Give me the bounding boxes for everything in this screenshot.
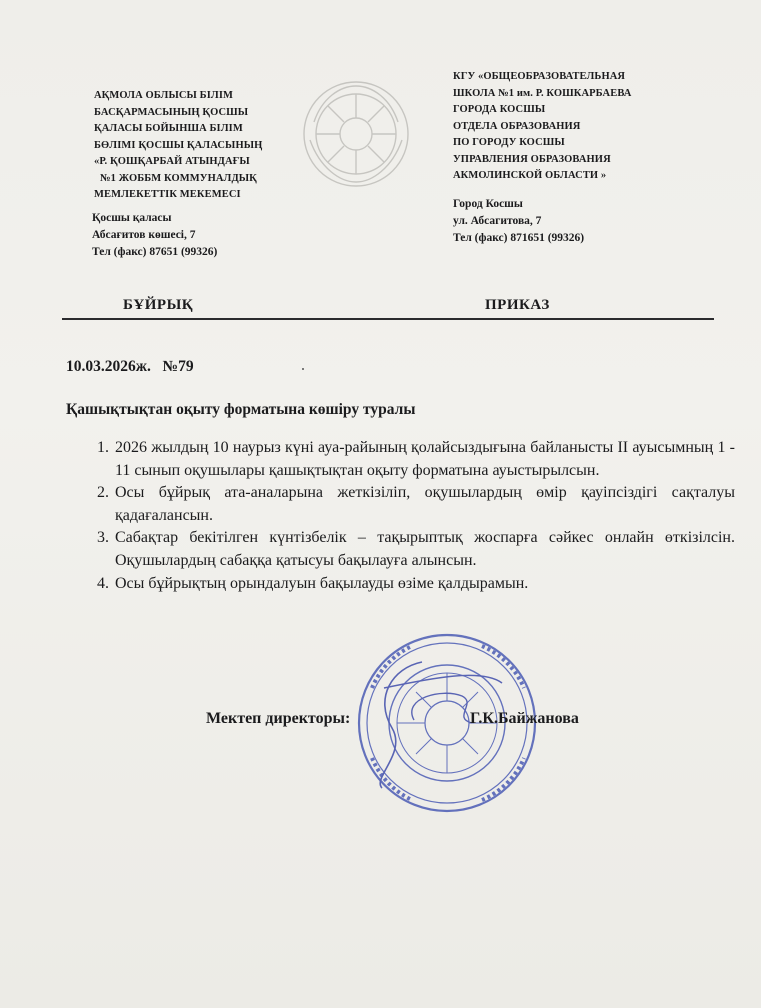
list-item: 2. Осы бұйрық ата-аналарына жеткізіліп, оқушылардың өмір қауіпсіздігі сақталуы қадағалансын. bbox=[113, 482, 735, 527]
header-right-line: ПО ГОРОДУ КОСШЫ bbox=[453, 137, 565, 148]
signer-position: Мектеп директоры: bbox=[206, 710, 351, 727]
address-line: ул. Абсагитова, 7 bbox=[453, 215, 542, 227]
address-line: Абсағитов көшесі, 7 bbox=[92, 229, 196, 241]
address-line: Қосшы қаласы bbox=[92, 212, 172, 224]
address-line: Тел (факс) 871651 (99326) bbox=[453, 232, 585, 244]
header-right-address bbox=[453, 196, 584, 247]
header-right-line: ШКОЛА №1 им. Р. КОШКАРБАЕВА bbox=[453, 87, 632, 99]
header-left-line: БАСҚАРМАСЫНЫҢ ҚОСШЫ bbox=[94, 106, 249, 118]
header-right-line: ОТДЕЛА ОБРАЗОВАНИЯ bbox=[453, 120, 581, 132]
date-number: 10.03.2026ж. №79 bbox=[66, 358, 194, 375]
state-emblem-icon bbox=[300, 78, 412, 190]
header-divider bbox=[62, 318, 714, 320]
header-left-line: МЕМЛЕКЕТТІК МЕКЕМЕСІ bbox=[94, 189, 241, 200]
header-left-organization bbox=[94, 88, 262, 204]
header-right-line: ГОРОДА КОСШЫ bbox=[453, 104, 546, 115]
ink-dot bbox=[302, 368, 304, 370]
title-kazakh: БҰЙРЫҚ bbox=[123, 297, 194, 313]
title-russian: ПРИКАЗ bbox=[485, 297, 550, 313]
address-line: Тел (факс) 87651 (99326) bbox=[92, 246, 218, 258]
header-right-organization bbox=[453, 69, 631, 185]
header-left-address bbox=[92, 210, 217, 261]
header-left-line: №1 ЖОББМ КОММУНАЛДЫҚ bbox=[100, 172, 257, 184]
list-item: 1. 2026 жылдың 10 наурыз күні ауа-райының қолайсыздығына байланысты II ауысымның 1 - 11 сынып оқушылары қашықтықтан оқыту форматына ауыстырылсын. bbox=[113, 437, 735, 482]
address-line: Город Косшы bbox=[453, 198, 523, 210]
list-item: 3. Сабақтар бекітілген күнтізбелік – тақырыптық жоспарға сәйкес онлайн өткізілсін. Оқушылардың сабаққа қатысуы бақылауға алынсын. bbox=[113, 527, 735, 572]
header-right-line: КГУ «ОБЩЕОБРАЗОВАТЕЛЬНАЯ bbox=[453, 71, 626, 82]
header-right-line: УПРАВЛЕНИЯ ОБРАЗОВАНИЯ bbox=[453, 153, 611, 165]
header-left-line: БӨЛІМІ ҚОСШЫ ҚАЛАСЫНЫҢ bbox=[94, 139, 263, 151]
order-items-list bbox=[86, 437, 735, 595]
header-left-line: ҚАЛАСЫ БОЙЫНША БІЛІМ bbox=[94, 123, 243, 134]
signer-name: Г.К.Байжанова bbox=[470, 710, 579, 727]
list-item: 4. Осы бұйрықтың орындалуын бақылауды өзіме қалдырамын. bbox=[113, 573, 735, 596]
header-left-line: «Р. ҚОШҚАРБАЙ АТЫНДАҒЫ bbox=[94, 156, 250, 167]
header-left-line: АҚМОЛА ОБЛЫСЫ БІЛІМ bbox=[94, 90, 234, 101]
header-right-line: АКМОЛИНСКОЙ ОБЛАСТИ » bbox=[453, 170, 607, 181]
order-subject: Қашықтықтан оқыту форматына көшіру туралы bbox=[66, 401, 416, 418]
